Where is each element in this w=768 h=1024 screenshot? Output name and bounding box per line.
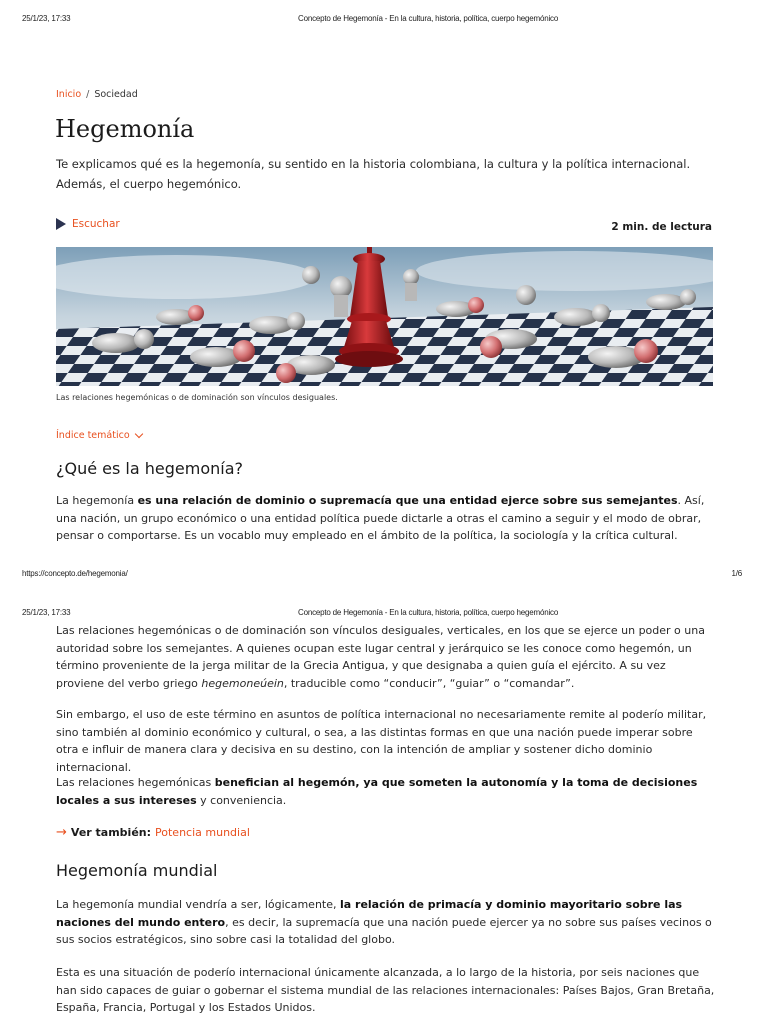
breadcrumb [56,89,138,100]
arrow-right-icon: → [56,825,67,840]
text-run-italic: hegemoneúein [201,676,284,690]
paragraph-relaciones [56,622,716,692]
print-page-number: 1/6 [731,569,742,578]
table-of-contents-toggle[interactable] [56,430,142,441]
section-heading-hegemonia-mundial: Hegemonía mundial [56,861,218,880]
chevron-down-icon [134,430,142,438]
text-run: La hegemonía mundial vendría a ser, lógicamente, [56,898,340,911]
breadcrumb-section-link[interactable]: Sociedad [94,89,138,100]
listen-button[interactable] [56,218,120,230]
print-timestamp: 25/1/23, 17:33 [22,14,71,23]
text-run: , es decir, la supremacía que una nación puede ejercer ya no sobre sus países vecinos o sus socios estratégicos, sino sobre casi la totalidad del globo. [56,915,712,946]
play-icon [56,218,66,230]
image-caption: Las relaciones hegemónicas o de dominación son vínculos desiguales. [56,393,338,402]
text-run: Las relaciones hegemónicas o de dominación son vínculos desiguales, verticales, en los que se ejerce un poder o una autoridad sobre los semejantes. A quienes ocupan este lugar central y jerárquico se les conoce como hegemón, un término proveniente de la jerga militar de la Grecia Antigua, y que designaba a quien guía el ejército. A su vez proviene del verbo griego [56,624,705,690]
paragraph-mundial [56,896,716,949]
text-run: Las relaciones hegemónicas [56,776,215,789]
listen-label: Escuchar [72,218,120,230]
breadcrumb-home-link[interactable]: Inicio [56,89,82,100]
print-url: https://concepto.de/hegemonia/ [22,569,128,578]
toc-label: Índice temático [56,430,130,441]
section-heading-que-es: ¿Qué es la hegemonía? [56,459,243,478]
see-also [56,825,250,840]
text-run-bold: la relación de primacía y dominio mayoritario sobre las naciones del mundo entero [56,898,683,929]
page-title: Hegemonía [55,115,195,143]
hero-image-chess [56,247,713,386]
text-run: , traducible como “conducir”, “guiar” o “comandar”. [283,676,575,690]
text-run: . Así, una nación, un grupo económico o una entidad política puede dictarle a otras el camino a seguir y el modo de obrar, pensar o comportarse. Es un vocablo muy empleado en el ámbito de la política, la sociología y la crítica cultural. [56,494,705,542]
breadcrumb-separator: / [86,89,90,100]
paragraph-sin-embargo: Sin embargo, el uso de este término en asuntos de política internacional no necesariamente remite al poderío militar, sino también al dominio económico y cultural, o sea, a las distintas formas en que una nación puede imperar sobre otra e influir de manera clara y decisiva en su destino, con la intención de ampliar y sostener dicho dominio internacional. [56,708,707,774]
print-doc-title: Concepto de Hegemonía - En la cultura, historia, política, cuerpo hegemónico [298,14,559,23]
text-run-bold: benefician al hegemón, ya que someten la autonomía y la toma de decisiones locales a sus intereses [56,776,698,807]
paragraph-benefician [56,774,716,809]
see-also-label: Ver también: [70,826,152,839]
paragraph-seis-naciones: Esta es una situación de poderío internacional únicamente alcanzada, a lo largo de la historia, por seis naciones que han sido capaces de guiar o gobernar el sistema mundial de las relaciones internacionales: Países Bajos, Gran Bretaña, España, Francia, Portugal y los Estados Unidos. [56,966,715,1014]
print-doc-title-page2: Concepto de Hegemonía - En la cultura, historia, política, cuerpo hegemónico [298,608,559,617]
text-run-bold: es una relación de dominio o supremacía que una entidad ejerce sobre sus semejantes [137,494,678,507]
paragraph-definition [56,492,716,545]
read-time: 2 min. de lectura [611,221,712,233]
print-timestamp-page2: 25/1/23, 17:33 [22,608,71,617]
text-run: La hegemonía [56,494,138,507]
see-also-link[interactable]: Potencia mundial [155,826,250,839]
article-lead: Te explicamos qué es la hegemonía, su sentido en la historia colombiana, la cultura y la política internacional. Además, el cuerpo hegemónico. [56,157,691,191]
text-run: y conveniencia. [196,793,287,807]
